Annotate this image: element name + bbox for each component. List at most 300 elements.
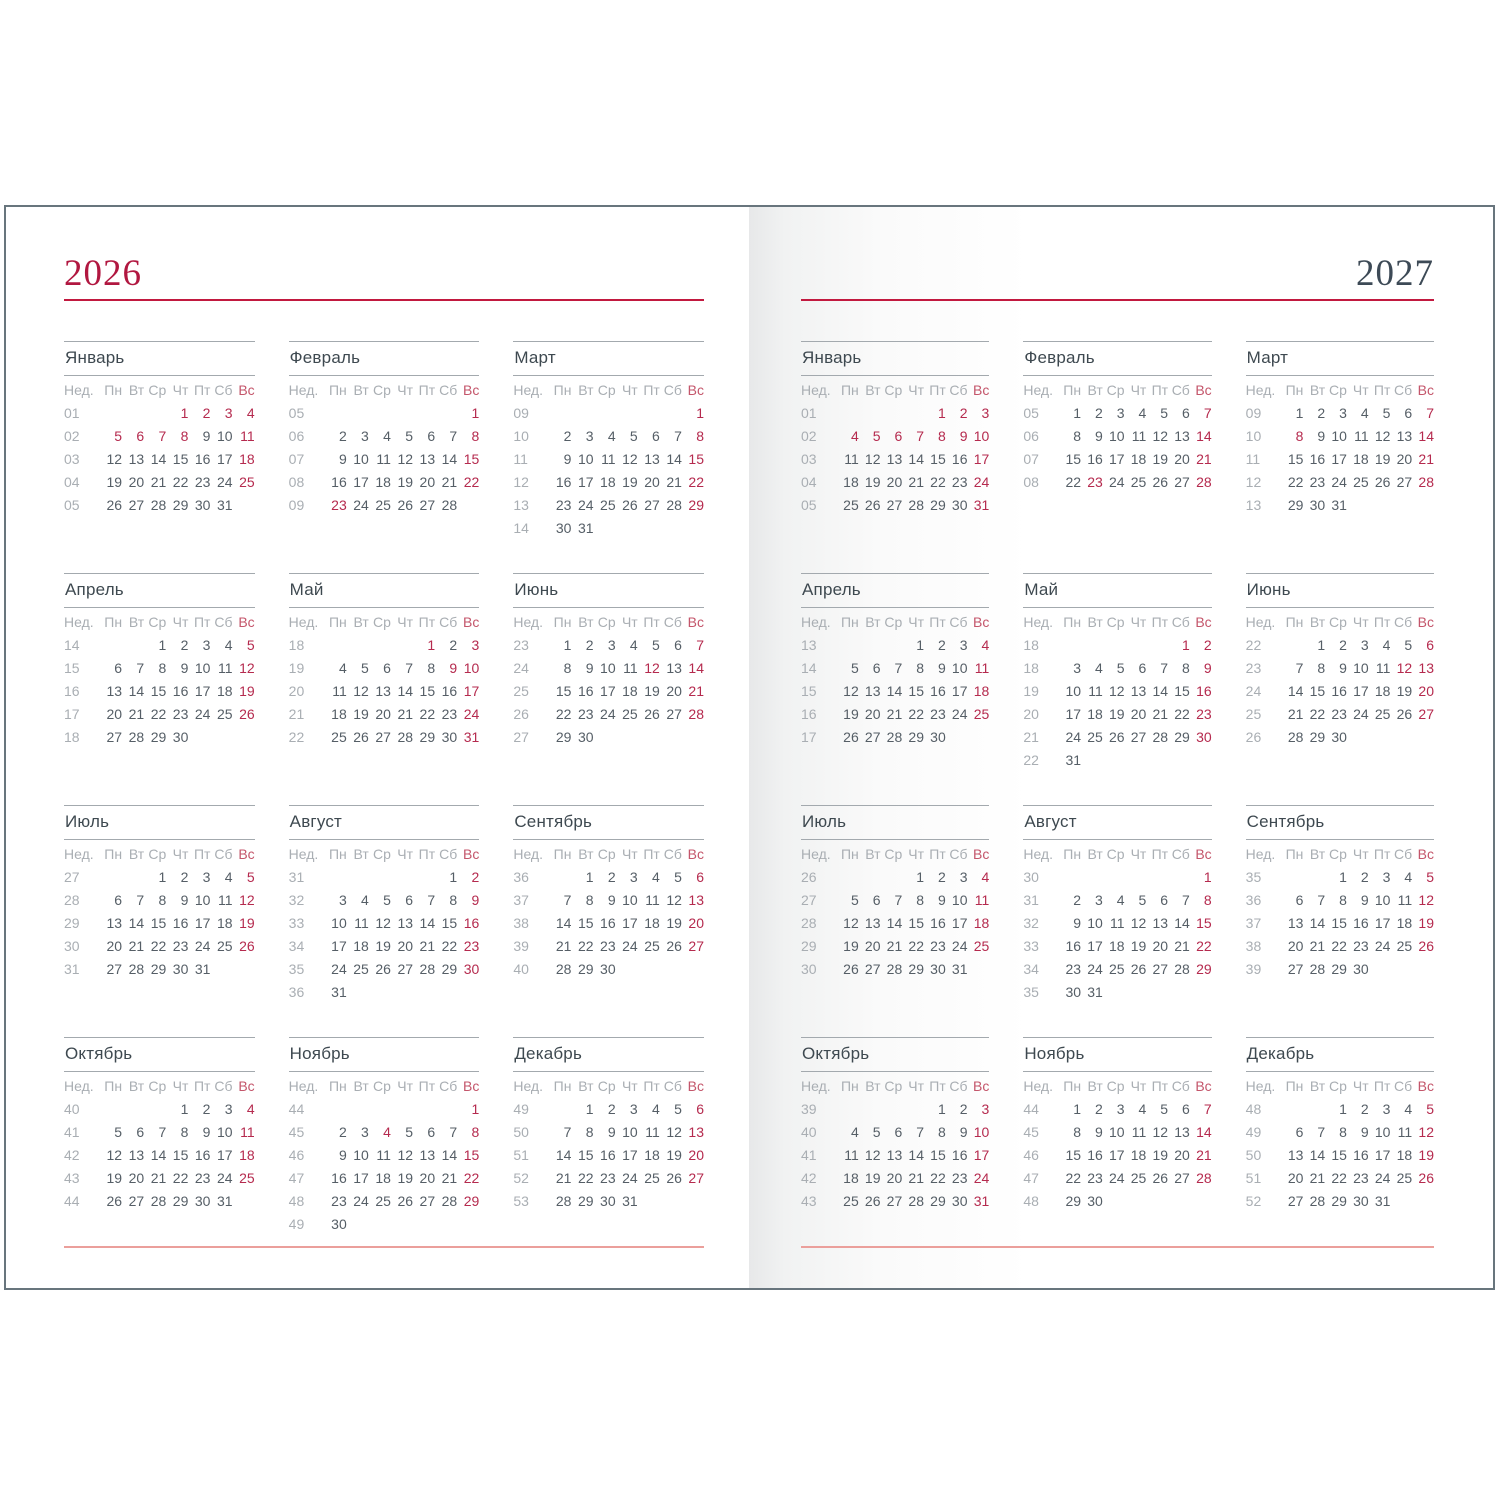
day-cell: 6 (1182, 404, 1190, 421)
day-cell: 20 (128, 473, 145, 490)
day-cell: 24 (622, 1169, 638, 1186)
day-cell (1103, 748, 1125, 771)
week-row (1246, 865, 1434, 888)
day-cell (1390, 1189, 1412, 1212)
day-cell: 17 (216, 450, 233, 467)
day-cell: 25 (622, 705, 638, 722)
day-cell: 5 (114, 1123, 123, 1140)
day-cell-holiday: 17 (973, 1146, 990, 1163)
day-cell: 30 (1331, 728, 1347, 745)
day-cell: 22 (555, 705, 572, 722)
week-row (1246, 447, 1434, 470)
day-cell: 30 (441, 728, 458, 745)
day-cell: 1 (1317, 636, 1326, 653)
day-cell: 20 (419, 473, 436, 490)
week-number: 26 (1245, 728, 1262, 745)
day-cell: 5 (1160, 1100, 1169, 1117)
weekday-header: Ср (884, 845, 903, 862)
day-cell: 25 (1130, 473, 1147, 490)
day-cell-holiday: 4 (246, 404, 255, 421)
day-cell: 24 (1109, 1169, 1125, 1186)
week-row (64, 656, 255, 679)
day-cell: 16 (1087, 450, 1103, 467)
day-cell: 17 (622, 914, 638, 931)
weekday-header: Пт (418, 845, 436, 862)
week-number: 03 (64, 450, 80, 467)
day-cell (1081, 865, 1103, 888)
weekday-header: Сб (1394, 845, 1413, 862)
day-cell: 27 (1174, 1169, 1190, 1186)
weekday-header: Сб (1394, 1077, 1413, 1094)
day-cell-holiday: 5 (1426, 868, 1434, 885)
day-cell: 8 (916, 659, 924, 676)
day-cell: 28 (555, 1192, 572, 1209)
day-cell (616, 725, 638, 748)
day-cell: 30 (1309, 496, 1326, 513)
week-number: 26 (513, 705, 529, 722)
day-cell: 6 (114, 659, 123, 676)
month-block (513, 341, 704, 547)
day-cell (413, 980, 435, 1003)
day-cell: 5 (405, 427, 414, 444)
weekday-header: Чт (172, 1077, 189, 1094)
day-cell: 17 (1353, 682, 1369, 699)
day-cell: 7 (427, 891, 436, 908)
month-block (289, 573, 480, 779)
day-cell-holiday: 6 (696, 1100, 704, 1117)
day-cell: 17 (951, 914, 968, 931)
day-cell (1282, 865, 1304, 888)
weekday-header: Сб (1171, 1077, 1190, 1094)
day-cell: 9 (1317, 427, 1326, 444)
week-number: 04 (801, 473, 817, 490)
week-row (1246, 934, 1434, 957)
day-cell: 24 (1374, 1169, 1391, 1186)
weekday-header: Пт (643, 845, 660, 862)
day-cell: 24 (194, 705, 211, 722)
week-number: 33 (1023, 937, 1039, 954)
month-block (801, 341, 989, 547)
day-cell: 7 (136, 891, 145, 908)
week-number: 22 (1245, 636, 1262, 653)
day-cell: 23 (172, 705, 189, 722)
week-row (1246, 1143, 1434, 1166)
weekday-header: Вс (238, 1077, 255, 1094)
weekday-header: Ср (884, 381, 903, 398)
week-row (289, 911, 480, 934)
day-cell (1168, 1189, 1190, 1212)
weekday-header: Пн (328, 613, 347, 630)
week-row (1246, 1120, 1434, 1143)
day-cell: 3 (361, 427, 369, 444)
weekday-header: Сб (663, 381, 682, 398)
week-number: 12 (513, 473, 529, 490)
day-cell: 5 (1116, 659, 1125, 676)
week-row (1246, 1189, 1434, 1212)
week-row (1023, 934, 1211, 957)
day-cell: 2 (338, 427, 347, 444)
day-cell (549, 1097, 571, 1120)
week-row (64, 493, 255, 516)
weekday-header: Вс (1195, 613, 1212, 630)
weekday-header: Ср (597, 845, 616, 862)
day-cell (122, 633, 144, 656)
week-column-header: Нед. (513, 613, 543, 630)
day-cell: 25 (843, 1192, 859, 1209)
day-cell-holiday: 28 (1196, 1169, 1212, 1186)
day-cell (1190, 748, 1212, 771)
day-cell: 26 (666, 937, 682, 954)
month-block (801, 1037, 989, 1243)
day-cell-holiday: 23 (1087, 473, 1103, 490)
weekday-header: Чт (397, 381, 414, 398)
day-cell: 30 (1065, 983, 1082, 1000)
day-cell: 22 (1174, 705, 1190, 722)
day-cell: 19 (397, 1169, 414, 1186)
week-row (1023, 424, 1211, 447)
page-bottom-line (801, 1246, 1434, 1248)
month-calendar (64, 610, 255, 748)
day-cell: 13 (375, 682, 391, 699)
week-row (64, 911, 255, 934)
week-row (1246, 911, 1434, 934)
weekday-header: Чт (1130, 381, 1147, 398)
month-name: Февраль (1023, 342, 1211, 376)
day-cell: 2 (959, 1100, 968, 1117)
week-number: 20 (1023, 705, 1039, 722)
day-cell: 13 (864, 914, 881, 931)
day-cell: 4 (224, 868, 233, 885)
day-cell: 24 (622, 937, 638, 954)
day-cell: 13 (1174, 1123, 1190, 1140)
weekday-header: Вт (353, 613, 369, 630)
day-cell: 2 (338, 1123, 347, 1140)
day-cell (347, 1097, 369, 1120)
day-cell: 6 (872, 891, 881, 908)
day-cell: 17 (1109, 450, 1125, 467)
week-row (801, 656, 989, 679)
day-cell-holiday: 4 (850, 427, 859, 444)
week-row (1246, 470, 1434, 493)
day-cell: 23 (1309, 473, 1326, 490)
day-cell: 3 (338, 891, 347, 908)
day-cell: 15 (1065, 1146, 1082, 1163)
weekday-header: Вс (462, 613, 480, 630)
day-cell: 26 (666, 1169, 682, 1186)
day-cell: 27 (644, 496, 660, 513)
day-cell: 10 (951, 659, 968, 676)
week-column-header: Нед. (513, 1077, 543, 1094)
weekday-header: Пн (1285, 613, 1304, 630)
day-cell: 26 (106, 1192, 123, 1209)
day-cell: 11 (1110, 914, 1125, 931)
week-number: 27 (513, 728, 529, 745)
weekday-header: Пт (1373, 845, 1391, 862)
day-cell: 14 (886, 682, 903, 699)
weekday-header: Чт (908, 381, 924, 398)
weekday-header: Сб (1171, 613, 1190, 630)
day-cell: 16 (172, 914, 189, 931)
weekday-header: Вт (1087, 1077, 1103, 1094)
month-calendar (64, 1074, 255, 1212)
day-cell: 22 (1309, 705, 1326, 722)
week-row (289, 470, 480, 493)
weekday-header: Сб (439, 613, 458, 630)
day-cell: 21 (441, 473, 458, 490)
day-cell-holiday: 15 (688, 450, 704, 467)
day-cell: 21 (128, 937, 145, 954)
day-cell: 4 (338, 659, 347, 676)
weekday-header: Вс (972, 845, 990, 862)
day-cell: 9 (338, 1146, 347, 1163)
month-calendar (1246, 610, 1434, 748)
day-cell (435, 1212, 457, 1235)
week-row (513, 656, 704, 679)
week-number: 25 (1245, 705, 1262, 722)
month-calendar (1023, 610, 1211, 771)
month-calendar (1246, 378, 1434, 516)
weekday-header: Вт (1087, 381, 1103, 398)
day-cell (100, 865, 122, 888)
week-number: 50 (513, 1123, 529, 1140)
week-number: 21 (1023, 728, 1039, 745)
day-cell: 21 (419, 937, 436, 954)
day-cell: 26 (843, 960, 859, 977)
day-cell: 25 (353, 960, 369, 977)
weekday-header: Сб (214, 613, 233, 630)
day-cell (859, 401, 881, 424)
day-cell: 26 (864, 496, 881, 513)
weekday-header: Вс (1417, 613, 1434, 630)
day-cell: 15 (930, 450, 946, 467)
weekday-header: Пн (1063, 1077, 1082, 1094)
month-calendar (801, 378, 989, 516)
weekday-header: Сб (663, 1077, 682, 1094)
week-row (513, 934, 704, 957)
day-cell: 31 (216, 496, 233, 513)
day-cell: 11 (623, 659, 638, 676)
day-cell: 25 (1396, 1169, 1413, 1186)
day-cell (325, 401, 347, 424)
weekday-header: Пн (1063, 381, 1082, 398)
weekday-header: Пн (840, 381, 859, 398)
day-cell: 24 (1065, 728, 1082, 745)
day-cell: 22 (577, 1169, 594, 1186)
weekday-header: Ср (884, 1077, 903, 1094)
weekday-header: Вт (865, 613, 881, 630)
week-number: 06 (1023, 427, 1039, 444)
week-row (1246, 725, 1434, 748)
day-cell: 4 (361, 891, 369, 908)
weekday-header: Вт (1309, 1077, 1326, 1094)
week-number: 46 (1023, 1146, 1039, 1163)
day-cell: 2 (1073, 891, 1082, 908)
day-cell: 15 (1065, 450, 1082, 467)
weekday-header: Пт (929, 381, 946, 398)
week-number: 48 (288, 1192, 305, 1209)
month-block (1023, 341, 1211, 547)
day-cell-holiday: 26 (1418, 1169, 1434, 1186)
day-cell: 13 (106, 914, 123, 931)
day-cell: 9 (563, 450, 572, 467)
day-cell-holiday: 27 (688, 937, 704, 954)
week-row (513, 725, 704, 748)
day-cell: 11 (601, 450, 616, 467)
day-cell (1125, 865, 1147, 888)
week-number: 40 (64, 1100, 80, 1117)
day-cell: 24 (951, 705, 968, 722)
week-number: 32 (1023, 914, 1039, 931)
weekday-header: Сб (214, 1077, 233, 1094)
day-cell (859, 633, 881, 656)
weekday-header: Ср (373, 613, 391, 630)
day-cell: 30 (172, 728, 189, 745)
day-cell (413, 401, 435, 424)
day-cell: 2 (202, 1100, 211, 1117)
day-cell-holiday: 1 (427, 636, 436, 653)
day-cell (1103, 633, 1125, 656)
day-cell-holiday: 11 (240, 427, 255, 444)
day-cell: 3 (1095, 891, 1103, 908)
week-number: 19 (288, 659, 305, 676)
day-cell: 26 (1109, 728, 1125, 745)
weekday-header: Вт (353, 381, 369, 398)
week-number: 33 (288, 914, 305, 931)
day-cell (1168, 865, 1190, 888)
day-cell: 9 (180, 891, 189, 908)
day-cell: 23 (172, 937, 189, 954)
day-cell: 14 (908, 450, 924, 467)
weekday-header: Чт (908, 845, 924, 862)
month-calendar (289, 610, 480, 748)
day-cell: 24 (951, 937, 968, 954)
day-cell: 14 (419, 914, 436, 931)
day-cell: 29 (908, 960, 924, 977)
day-cell: 20 (1287, 1169, 1304, 1186)
week-column-header: Нед. (288, 845, 319, 862)
day-cell: 17 (1374, 1146, 1391, 1163)
week-number: 10 (1245, 427, 1262, 444)
week-row (801, 424, 989, 447)
month-name: Февраль (289, 342, 480, 376)
weekday-header: Пт (1373, 613, 1391, 630)
day-cell: 25 (331, 728, 347, 745)
week-row (64, 401, 255, 424)
day-cell: 3 (1073, 659, 1082, 676)
day-cell: 1 (916, 868, 924, 885)
day-cell: 6 (1138, 659, 1147, 676)
day-cell: 2 (937, 868, 946, 885)
day-cell-holiday: 8 (1203, 891, 1212, 908)
day-cell-holiday: 27 (1418, 705, 1434, 722)
weekday-header: Пн (104, 845, 123, 862)
week-number: 17 (801, 728, 817, 745)
day-cell: 4 (652, 868, 660, 885)
week-row (1023, 702, 1211, 725)
week-number: 03 (801, 450, 817, 467)
day-cell-holiday: 20 (688, 914, 704, 931)
day-cell-holiday: 30 (463, 960, 480, 977)
week-row (64, 447, 255, 470)
week-row (1023, 401, 1211, 424)
day-cell (144, 401, 166, 424)
day-cell: 2 (180, 636, 189, 653)
day-cell: 3 (1360, 636, 1369, 653)
week-row (801, 702, 989, 725)
weekday-header: Пт (418, 1077, 436, 1094)
day-cell: 9 (1360, 1123, 1369, 1140)
day-cell-holiday: 22 (688, 473, 704, 490)
day-cell: 3 (224, 1100, 233, 1117)
week-row (513, 888, 704, 911)
day-cell: 17 (194, 682, 211, 699)
day-cell: 17 (1087, 937, 1103, 954)
day-cell: 18 (644, 1146, 660, 1163)
week-row (1023, 656, 1211, 679)
weekday-header: Вт (1309, 845, 1326, 862)
weekday-header: Чт (908, 1077, 924, 1094)
day-cell: 25 (375, 1192, 391, 1209)
weekday-header: Ср (1329, 613, 1347, 630)
day-cell: 23 (1353, 1169, 1369, 1186)
day-cell-holiday: 16 (1196, 682, 1212, 699)
day-cell-holiday: 19 (1418, 1146, 1434, 1163)
day-cell: 29 (1309, 728, 1326, 745)
day-cell: 29 (555, 728, 572, 745)
day-cell: 1 (180, 1100, 189, 1117)
week-number: 36 (288, 983, 305, 1000)
day-cell: 22 (1287, 473, 1304, 490)
day-cell: 28 (128, 960, 145, 977)
day-cell: 26 (397, 496, 414, 513)
day-cell: 24 (577, 496, 594, 513)
weekday-header: Вс (972, 613, 990, 630)
week-row (513, 1143, 704, 1166)
weekday-header: Пт (929, 845, 946, 862)
week-column-header: Нед. (288, 381, 319, 398)
day-cell (837, 633, 859, 656)
day-cell: 24 (353, 1192, 369, 1209)
weekday-header: Вс (1195, 845, 1212, 862)
month-block (289, 341, 480, 547)
day-cell: 2 (563, 427, 572, 444)
day-cell (660, 1189, 682, 1212)
week-number: 41 (801, 1146, 817, 1163)
day-cell: 16 (331, 473, 347, 490)
week-column-header: Нед. (288, 613, 319, 630)
day-cell: 1 (1073, 404, 1082, 421)
day-cell: 4 (850, 1123, 859, 1140)
day-cell: 30 (951, 496, 968, 513)
week-row (801, 679, 989, 702)
week-column-header: Нед. (1023, 613, 1053, 630)
day-cell: 23 (441, 705, 458, 722)
month-block (1246, 1037, 1434, 1243)
day-cell (391, 1212, 413, 1235)
day-cell (1390, 725, 1412, 748)
weekday-header: Пн (553, 381, 572, 398)
day-cell: 11 (1088, 682, 1103, 699)
day-cell (210, 957, 232, 980)
week-row (1246, 424, 1434, 447)
day-cell: 16 (172, 682, 189, 699)
day-cell: 25 (1109, 960, 1125, 977)
week-number: 05 (64, 496, 80, 513)
day-cell: 2 (607, 1100, 616, 1117)
day-cell: 14 (128, 914, 145, 931)
day-cell: 8 (937, 1123, 946, 1140)
day-cell: 13 (666, 659, 682, 676)
